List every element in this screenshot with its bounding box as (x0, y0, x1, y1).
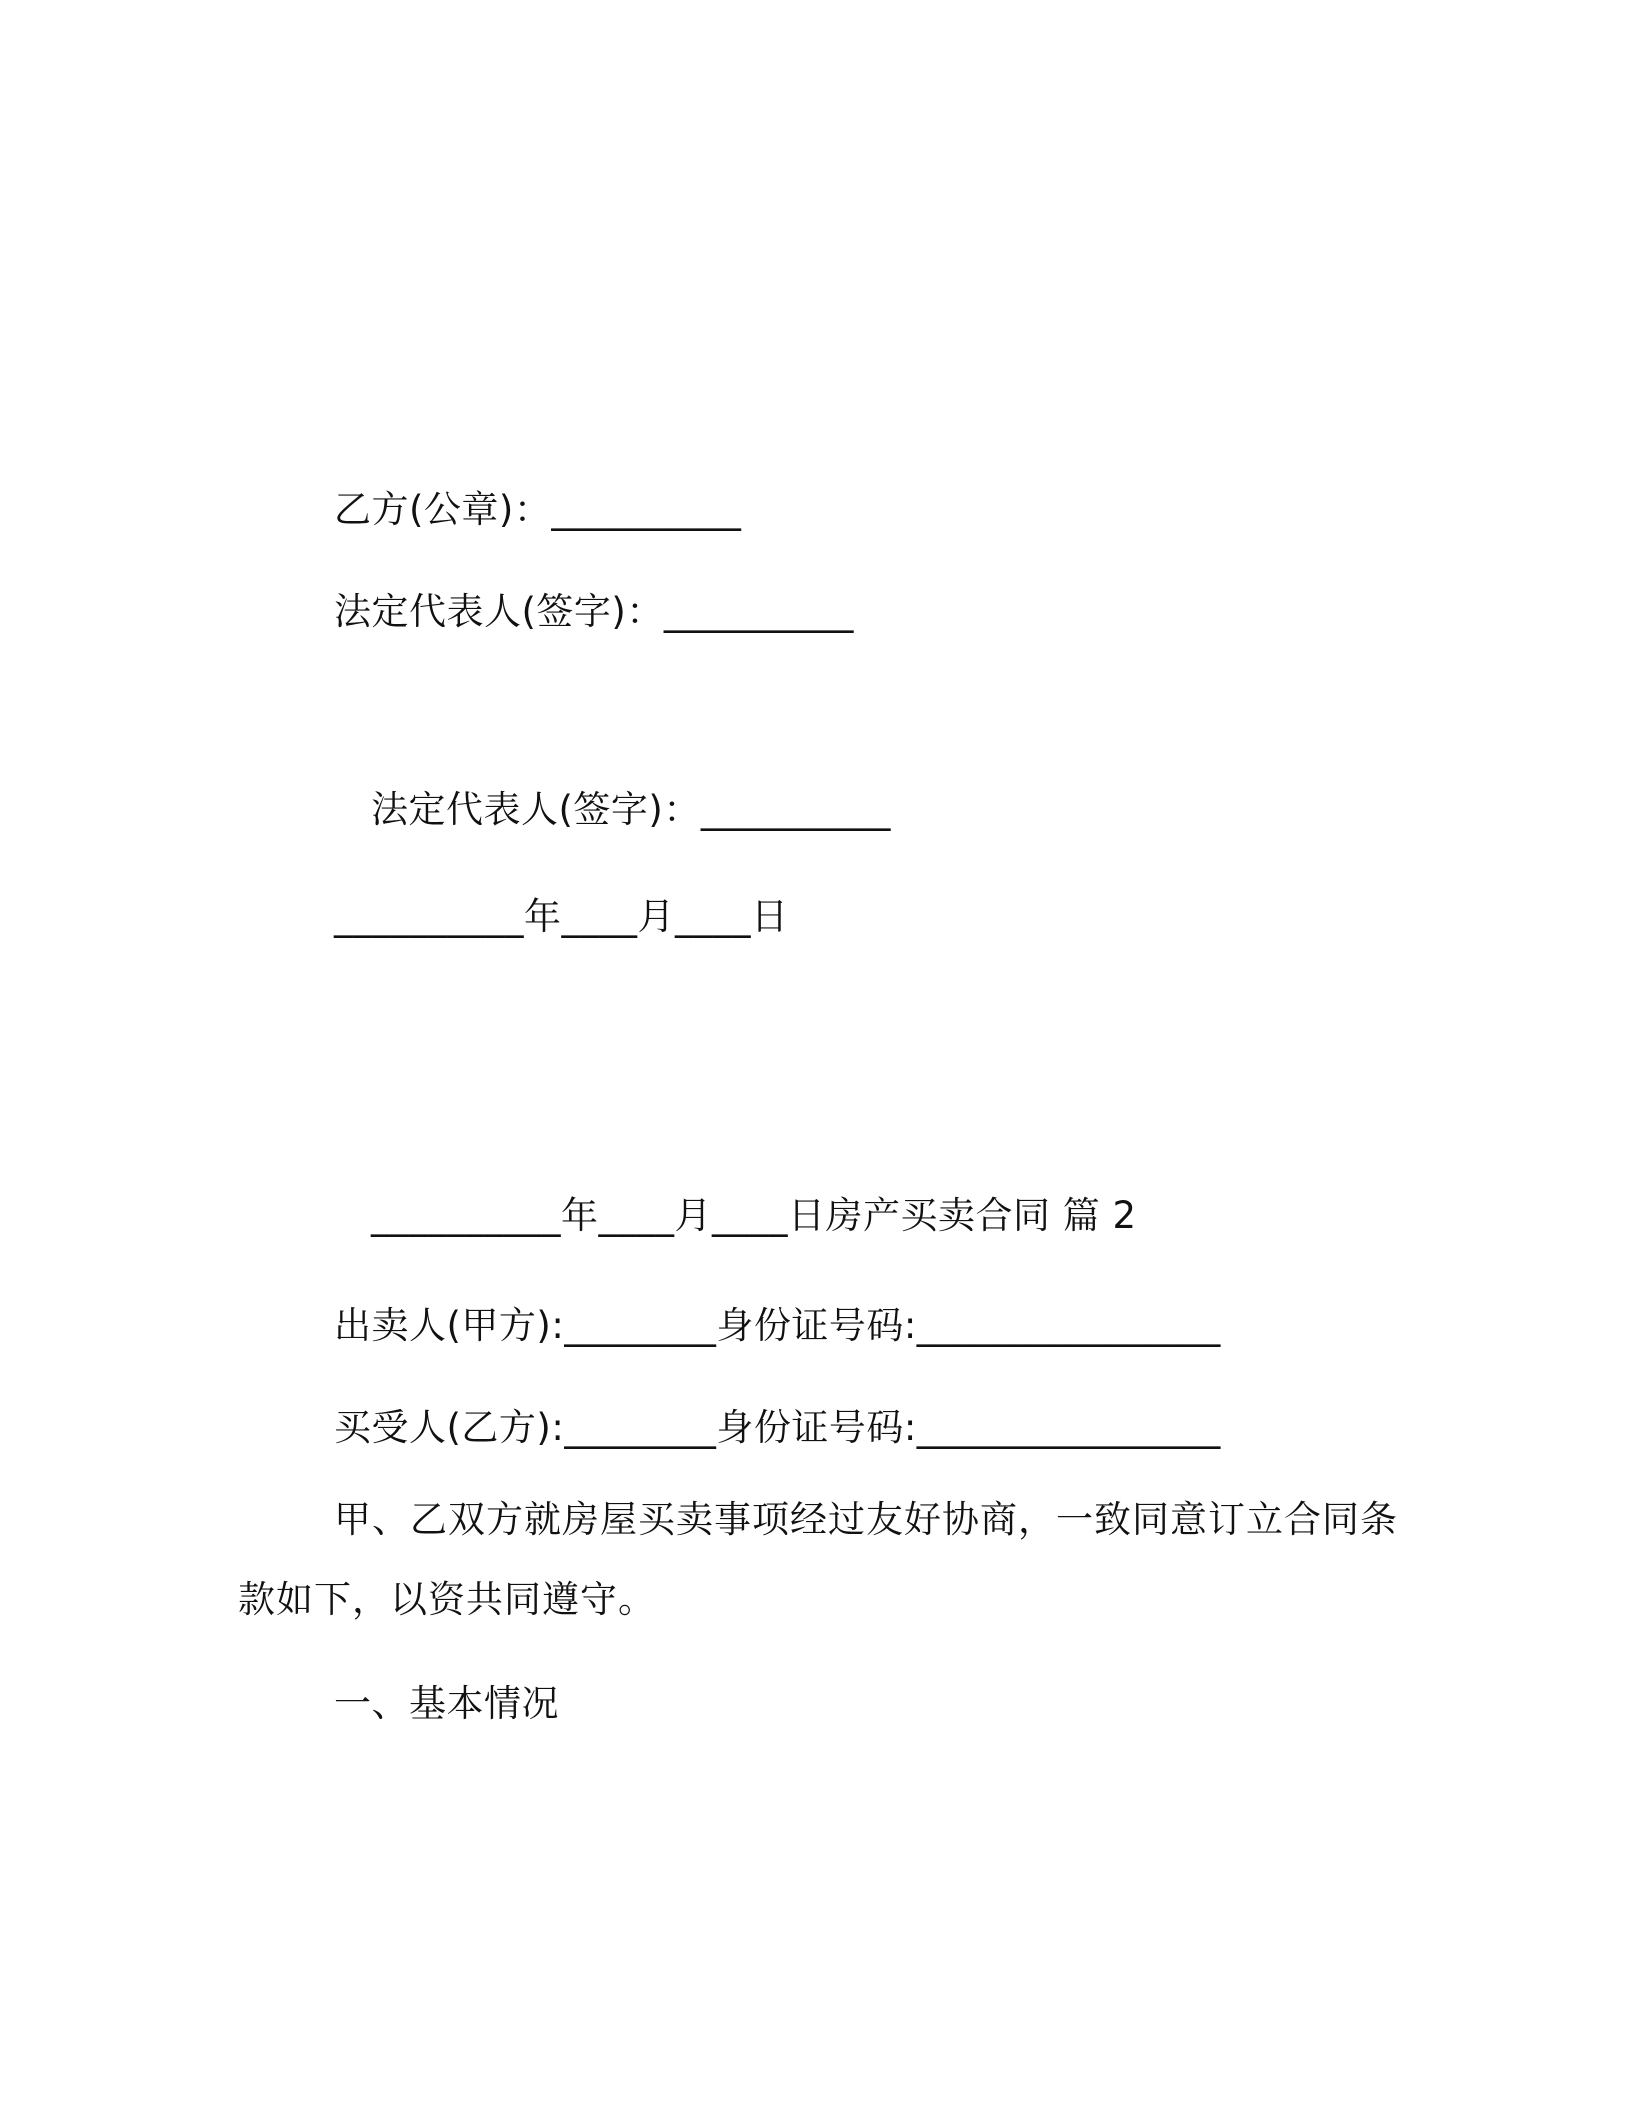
legal-representative-signature-line-2: 法定代表人(签字)：__________ (371, 788, 891, 831)
contract-title-line: __________年____月____日房产买卖合同 篇 2 (371, 1194, 1137, 1237)
party-b-seal-line: 乙方(公章)：__________ (334, 488, 742, 531)
intro-paragraph-line-2: 款如下，以资共同遵守。 (238, 1578, 656, 1621)
signature-date-line: __________年____月____日 (334, 895, 789, 938)
section-heading-basic-info: 一、基本情况 (334, 1682, 559, 1725)
legal-representative-signature-line: 法定代表人(签字)：__________ (334, 590, 854, 633)
intro-paragraph-line-1: 甲、乙双方就房屋买卖事项经过友好协商，一致同意订立合同条 (334, 1498, 1398, 1541)
intro-paragraph (0, 1496, 1632, 1636)
seller-line: 出卖人(甲方):________身份证号码:________________ (334, 1304, 1221, 1347)
buyer-line: 买受人(乙方):________身份证号码:________________ (334, 1406, 1221, 1449)
